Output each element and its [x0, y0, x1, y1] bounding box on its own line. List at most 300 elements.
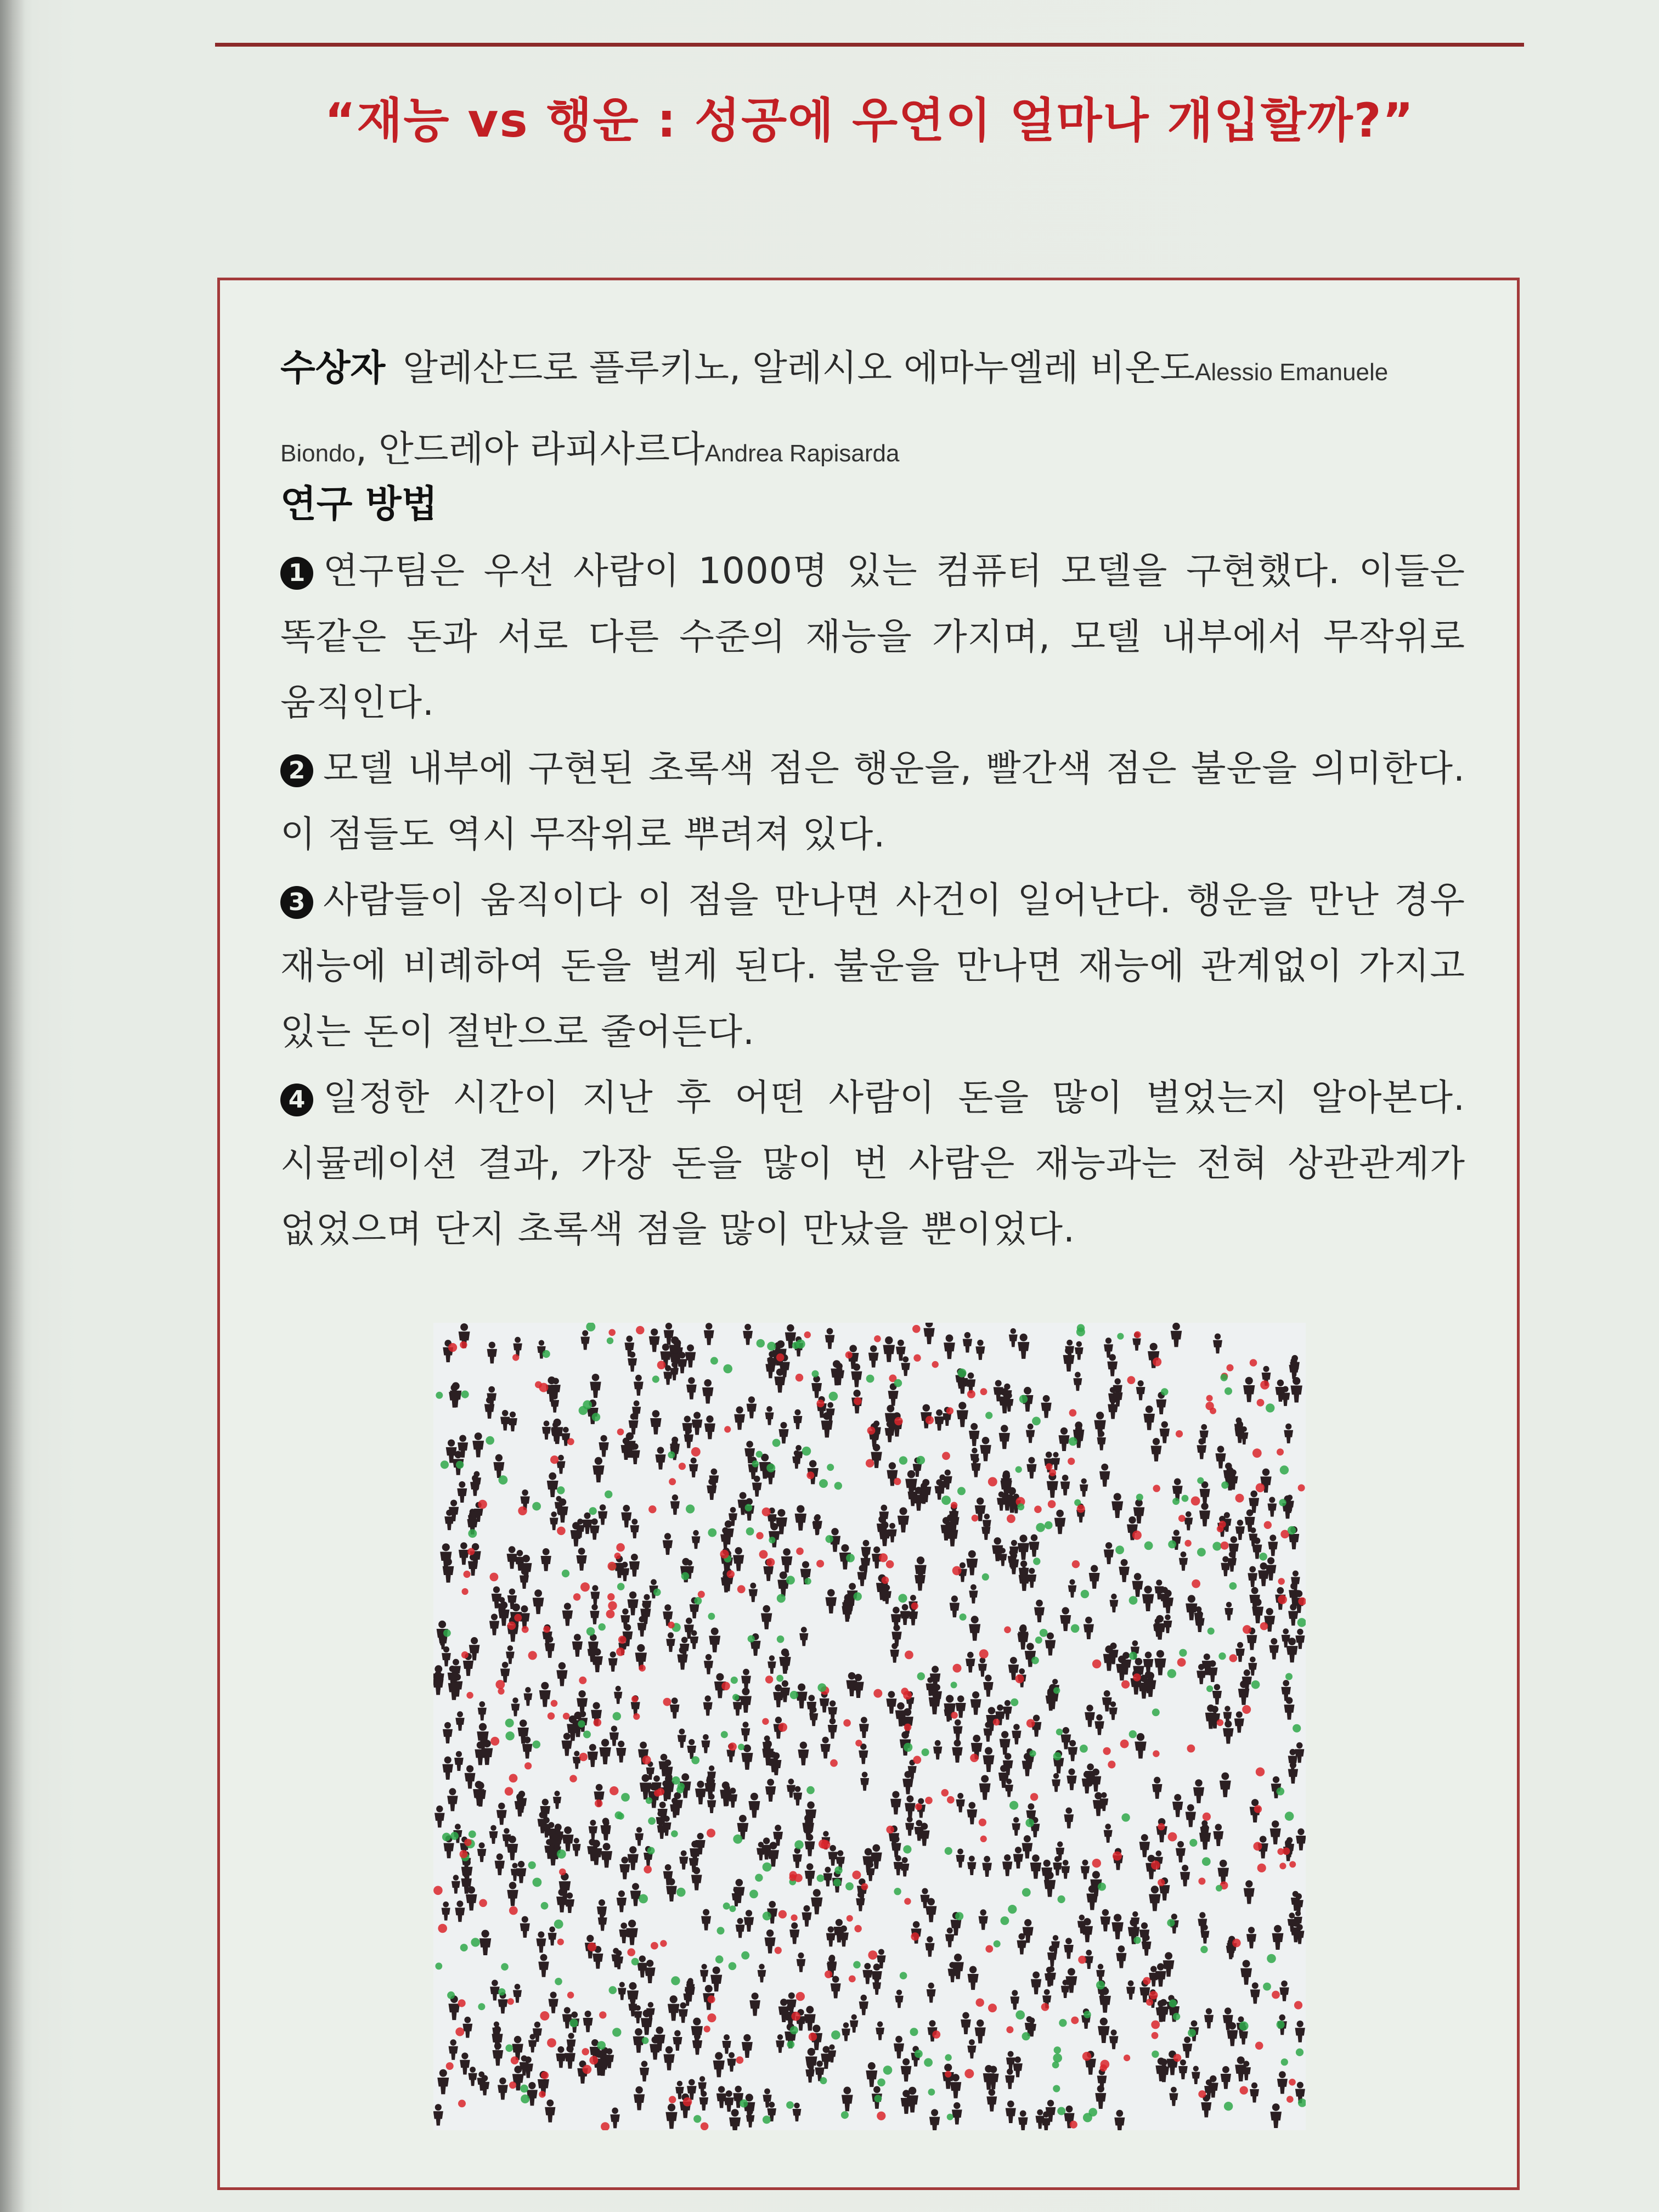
lucky-dot: [804, 1578, 811, 1584]
lucky-dot: [1280, 1465, 1289, 1474]
unlucky-dot: [1077, 1505, 1085, 1513]
unlucky-dot: [1260, 1622, 1268, 1630]
lucky-dot: [676, 1888, 686, 1897]
unlucky-dot: [1068, 1458, 1075, 1465]
unlucky-dot: [616, 1647, 625, 1656]
unlucky-dot: [698, 1591, 705, 1598]
lucky-dot: [955, 1912, 963, 1920]
lucky-dot: [1098, 1883, 1106, 1891]
unlucky-dot: [1078, 1956, 1086, 1964]
lucky-dot: [749, 1890, 758, 1899]
lucky-dot: [533, 1741, 541, 1749]
book-spine-shadow: [0, 0, 25, 2212]
unlucky-dot: [606, 1610, 615, 1618]
lucky-dot: [1115, 1545, 1124, 1554]
lucky-dot: [708, 1613, 715, 1620]
unlucky-dot: [796, 1548, 804, 1555]
lucky-dot: [609, 1986, 617, 1994]
page-title: “재능 vs 행운 : 성공에 우연이 얼마나 개입할까?”: [324, 93, 1415, 148]
unlucky-dot: [1071, 2017, 1079, 2024]
unlucky-dot: [1134, 1331, 1141, 1339]
lucky-dot: [899, 1456, 907, 1464]
lucky-dot: [1059, 2019, 1066, 2027]
lucky-dot: [745, 1504, 753, 1511]
unlucky-dot: [1015, 1674, 1024, 1683]
unlucky-dot: [1257, 1399, 1265, 1407]
lucky-dot: [478, 2003, 485, 2010]
unlucky-dot: [668, 1622, 674, 1628]
unlucky-dot: [967, 1390, 975, 1398]
unlucky-dot: [843, 1719, 851, 1727]
lucky-dot: [708, 1528, 716, 1537]
unlucky-dot: [528, 1651, 537, 1660]
unlucky-dot: [1108, 1760, 1115, 1768]
unlucky-dot: [1132, 1531, 1142, 1540]
lucky-dot: [671, 1830, 678, 1837]
unlucky-dot: [913, 1756, 921, 1764]
unlucky-dot: [1069, 1409, 1077, 1417]
lucky-dot: [1121, 1813, 1130, 1821]
unlucky-dot: [1242, 1705, 1251, 1714]
unlucky-dot: [1203, 1813, 1211, 1821]
lucky-dot: [900, 1972, 907, 1979]
credits: [280, 330, 1471, 492]
lucky-dot: [776, 1675, 783, 1682]
lucky-dot: [1032, 1417, 1041, 1425]
unlucky-dot: [806, 1471, 814, 1479]
unlucky-dot: [707, 2013, 716, 2022]
unlucky-dot: [993, 1719, 1000, 1726]
unlucky-dot: [1192, 1579, 1200, 1588]
unlucky-dot: [614, 1553, 621, 1559]
unlucky-dot: [1041, 2003, 1049, 2011]
unlucky-dot: [913, 1355, 921, 1362]
lucky-dot: [505, 2044, 513, 2052]
lucky-dot: [557, 1849, 566, 1859]
unlucky-dot: [1240, 2086, 1248, 2095]
unlucky-dot: [1149, 1991, 1158, 2000]
lucky-dot: [1071, 1624, 1080, 1633]
unlucky-dot: [1264, 1521, 1272, 1529]
unlucky-dot: [464, 1571, 471, 1578]
unlucky-dot: [1191, 1497, 1200, 1506]
lucky-dot: [1281, 2058, 1288, 2066]
unlucky-dot: [926, 1416, 934, 1424]
lucky-dot: [731, 1677, 738, 1684]
unlucky-dot: [1143, 1977, 1150, 1985]
unlucky-dot: [816, 1560, 824, 1567]
unlucky-dot: [511, 2056, 519, 2064]
unlucky-dot: [972, 1515, 979, 1522]
unlucky-dot: [1101, 2060, 1110, 2069]
unlucky-dot: [904, 1724, 912, 1731]
simulation-figure-svg: [433, 1323, 1306, 2130]
unlucky-dot: [1217, 1526, 1224, 1533]
lucky-dot: [597, 2041, 606, 2050]
lucky-dot: [1168, 1541, 1176, 1549]
lucky-dot: [834, 1866, 842, 1874]
lucky-dot: [951, 1681, 957, 1688]
unlucky-dot: [433, 1886, 443, 1895]
lucky-dot: [1069, 1437, 1077, 1446]
lucky-dot: [676, 1786, 684, 1793]
lucky-dot: [985, 1412, 992, 1419]
unlucky-dot: [762, 1718, 769, 1725]
unlucky-dot: [1173, 2054, 1182, 2062]
lucky-dot: [583, 1731, 591, 1739]
unlucky-dot: [1255, 2042, 1263, 2050]
lucky-dot: [1207, 1628, 1215, 1635]
lucky-dot: [442, 1833, 451, 1842]
lucky-dot: [957, 1369, 966, 1378]
unlucky-dot: [691, 1447, 701, 1457]
lucky-dot: [541, 1902, 549, 1910]
unlucky-dot: [854, 1397, 862, 1406]
lucky-dot: [642, 2037, 649, 2044]
unlucky-dot: [610, 1786, 618, 1795]
unlucky-dot: [507, 1998, 514, 2005]
unlucky-dot: [852, 1871, 861, 1880]
unlucky-dot: [776, 1353, 785, 1362]
credit-separator: ,: [356, 428, 379, 470]
lucky-dot: [652, 1375, 659, 1383]
unlucky-dot: [911, 1932, 919, 1940]
step-number-badge: 1: [280, 557, 313, 590]
unlucky-dot: [627, 1948, 635, 1956]
lucky-dot: [924, 2058, 933, 2067]
lucky-dot: [1136, 1494, 1143, 1501]
unlucky-dot: [980, 1388, 988, 1395]
unlucky-dot: [1120, 1740, 1129, 1748]
unlucky-dot: [976, 1999, 984, 2007]
unlucky-dot: [589, 2056, 598, 2064]
lucky-dot: [681, 1572, 690, 1581]
unlucky-dot: [438, 1924, 447, 1933]
unlucky-dot: [953, 1664, 962, 1673]
unlucky-dot: [874, 1335, 881, 1342]
unlucky-dot: [1277, 1848, 1284, 1855]
lucky-dot: [766, 1464, 775, 1472]
lucky-dot: [691, 1756, 699, 1764]
lucky-dot: [757, 1339, 765, 1347]
lucky-dot: [1015, 1466, 1022, 1473]
lucky-dot: [831, 2030, 840, 2040]
unlucky-dot: [825, 1971, 832, 1978]
unlucky-dot: [1176, 1430, 1183, 1437]
unlucky-dot: [1026, 1719, 1035, 1728]
lucky-dot: [586, 1627, 595, 1636]
lucky-dot: [960, 1613, 967, 1621]
unlucky-dot: [729, 1742, 737, 1751]
unlucky-dot: [901, 1688, 909, 1695]
lucky-dot: [631, 1958, 639, 1966]
lucky-dot: [1279, 1499, 1286, 1506]
credits-label: 수상자: [280, 347, 386, 389]
lucky-dot: [671, 1976, 680, 1985]
unlucky-dot: [794, 1874, 803, 1882]
unlucky-dot: [636, 1326, 644, 1334]
lucky-dot: [1161, 1388, 1169, 1396]
credit-name-2-latin: Alessio Emanuele Biondo: [280, 359, 1389, 467]
unlucky-dot: [594, 1719, 602, 1727]
unlucky-dot: [1235, 1494, 1244, 1503]
lucky-dot: [1212, 1542, 1221, 1550]
lucky-dot: [469, 1831, 476, 1838]
unlucky-dot: [736, 2056, 744, 2064]
unlucky-dot: [868, 1950, 877, 1960]
unlucky-dot: [446, 2062, 454, 2070]
lucky-dot: [748, 1635, 755, 1643]
lucky-dot: [528, 1861, 536, 1869]
lucky-dot: [904, 1743, 912, 1752]
unlucky-dot: [490, 1573, 499, 1582]
unlucky-dot: [985, 1945, 993, 1953]
lucky-dot: [694, 1597, 702, 1605]
lucky-dot: [1057, 2107, 1065, 2115]
lucky-dot: [1022, 1888, 1031, 1897]
unlucky-dot: [1034, 1505, 1042, 1513]
unlucky-dot: [1184, 1540, 1191, 1547]
lucky-dot: [763, 2115, 771, 2124]
unlucky-dot: [821, 1840, 830, 1849]
lucky-dot: [732, 1694, 739, 1701]
credit-name-3: 안드레아 라피사르다: [378, 428, 705, 470]
lucky-dot: [945, 1847, 952, 1855]
unlucky-dot: [679, 1463, 686, 1470]
unlucky-dot: [932, 1361, 939, 1368]
lucky-dot: [617, 1583, 625, 1590]
unlucky-dot: [539, 2091, 545, 2097]
lucky-dot: [957, 1487, 966, 1495]
unlucky-dot: [1210, 1408, 1216, 1414]
unlucky-dot: [1277, 1448, 1284, 1455]
unlucky-dot: [1243, 1625, 1251, 1634]
lucky-dot: [947, 2114, 953, 2120]
lucky-dot: [1229, 1582, 1237, 1590]
lucky-dot: [819, 1479, 828, 1488]
lucky-dot: [621, 1793, 630, 1802]
unlucky-dot: [579, 1753, 588, 1761]
lucky-dot: [841, 2111, 849, 2119]
lucky-dot: [1167, 1919, 1175, 1927]
unlucky-dot: [582, 2048, 589, 2055]
unlucky-dot: [1158, 1879, 1165, 1886]
lucky-dot: [578, 1720, 585, 1728]
lucky-dot: [1152, 2051, 1159, 2058]
lucky-dot: [786, 2101, 794, 2109]
lucky-dot: [777, 1594, 786, 1603]
unlucky-dot: [1178, 1515, 1186, 1522]
unlucky-dot: [1153, 1485, 1160, 1492]
unlucky-dot: [617, 1429, 624, 1436]
lucky-dot: [1129, 1652, 1137, 1660]
lucky-dot: [1172, 1498, 1180, 1505]
lucky-dot: [916, 1456, 925, 1465]
lucky-dot: [498, 1988, 505, 1995]
lucky-dot: [777, 1635, 785, 1643]
unlucky-dot: [608, 1601, 617, 1610]
lucky-dot: [755, 1874, 763, 1882]
unlucky-dot: [1232, 1939, 1241, 1948]
lucky-dot: [1188, 2029, 1196, 2037]
unlucky-dot: [461, 1651, 469, 1658]
unlucky-dot: [616, 1543, 625, 1552]
step-text: 일정한 시간이 지난 후 어떤 사람이 돈을 많이 벌었는지 알아본다. 시뮬레이션 결과, 가장 돈을 많이 번 사람은 재능과는 전혀 상관관계가 없었으며 단지 초록색 점을 많이 만났을 뿐이었다.: [280, 1076, 1465, 1250]
unlucky-dot: [512, 1354, 519, 1361]
unlucky-dot: [817, 1400, 825, 1407]
unlucky-dot: [1046, 1463, 1053, 1470]
method-heading: 연구 방법: [280, 483, 438, 526]
step-text: 사람들이 움직이다 이 점을 만나면 사건이 일어난다. 행운을 만난 경우 재능에 비례하여 돈을 벌게 된다. 불운을 만나면 재능에 관계없이 가지고 있는 돈이 절반으로 줄어든다.: [280, 879, 1465, 1053]
lucky-dot: [1216, 1885, 1222, 1892]
unlucky-dot: [518, 1506, 527, 1515]
unlucky-dot: [642, 1756, 651, 1764]
lucky-dot: [668, 1451, 675, 1458]
lucky-dot: [756, 1451, 763, 1458]
lucky-dot: [922, 1748, 929, 1756]
unlucky-dot: [941, 1789, 949, 1797]
lucky-dot: [435, 1962, 442, 1970]
unlucky-dot: [904, 1898, 911, 1905]
unlucky-dot: [460, 1341, 467, 1348]
unlucky-dot: [1082, 2052, 1091, 2061]
lucky-dot: [769, 1537, 775, 1543]
lucky-dot: [1029, 1750, 1036, 1757]
unlucky-dot: [466, 1692, 473, 1699]
lucky-dot: [883, 2066, 893, 2075]
unlucky-dot: [775, 1947, 782, 1954]
unlucky-dot: [567, 1991, 574, 1998]
unlucky-dot: [651, 1942, 658, 1950]
unlucky-dot: [507, 1622, 516, 1630]
unlucky-dot: [1127, 1376, 1136, 1384]
lucky-dot: [672, 1776, 680, 1785]
unlucky-dot: [639, 1664, 646, 1672]
lucky-dot: [471, 1938, 479, 1946]
unlucky-dot: [1151, 1860, 1160, 1870]
lucky-dot: [787, 2041, 794, 2049]
lucky-dot: [910, 2028, 918, 2036]
unlucky-dot: [1256, 1768, 1265, 1776]
unlucky-dot: [849, 1976, 856, 1983]
lucky-dot: [589, 1507, 597, 1515]
lucky-dot: [1224, 2102, 1233, 2111]
lucky-dot: [555, 1978, 562, 1985]
unlucky-dot: [778, 1910, 787, 1918]
unlucky-dot: [663, 1698, 672, 1706]
lucky-dot: [1117, 1333, 1124, 1340]
lucky-dot: [605, 1491, 612, 1498]
lucky-dot: [853, 1961, 861, 1969]
lucky-dot: [903, 1845, 911, 1853]
lucky-dot: [1206, 1685, 1213, 1692]
lucky-dot: [845, 1882, 854, 1891]
lucky-dot: [468, 1529, 477, 1538]
lucky-dot: [1144, 1542, 1153, 1550]
lucky-dot: [441, 1460, 449, 1469]
unlucky-dot: [724, 1426, 731, 1432]
unlucky-dot: [855, 1740, 862, 1746]
unlucky-dot: [854, 1925, 861, 1932]
unlucky-dot: [1007, 1514, 1015, 1523]
method-step: [280, 867, 1465, 1065]
unlucky-dot: [505, 1787, 514, 1796]
unlucky-dot: [845, 1351, 853, 1358]
unlucky-dot: [1030, 1793, 1038, 1801]
lucky-dot: [579, 1406, 588, 1415]
lucky-dot: [1053, 2085, 1060, 2092]
unlucky-dot: [654, 1790, 661, 1797]
unlucky-dot: [448, 1343, 457, 1352]
lucky-dot: [1182, 1495, 1189, 1502]
method-step: [280, 1065, 1465, 1262]
lucky-dot: [1084, 2011, 1091, 2018]
lucky-dot: [767, 1342, 776, 1351]
unlucky-dot: [791, 1915, 798, 1921]
lucky-dot: [450, 1832, 459, 1840]
lucky-dot: [1080, 1745, 1088, 1753]
lucky-dot: [1202, 1857, 1211, 1866]
credit-name-1: 알레산드로 플루키노,: [403, 347, 753, 389]
unlucky-dot: [580, 1582, 590, 1592]
lucky-dot: [592, 1413, 601, 1421]
lucky-dot: [1197, 1477, 1204, 1484]
lucky-dot: [436, 1392, 443, 1399]
unlucky-dot: [1289, 1861, 1296, 1867]
lucky-dot: [1053, 2053, 1062, 2063]
unlucky-dot: [1252, 1448, 1262, 1458]
unlucky-dot: [559, 1869, 566, 1876]
unlucky-dot: [1153, 1750, 1159, 1757]
lucky-dot: [1009, 1801, 1018, 1810]
lucky-dot: [456, 1461, 464, 1469]
unlucky-dot: [460, 1850, 468, 1858]
lucky-dot: [1277, 1787, 1285, 1796]
lucky-dot: [613, 1712, 621, 1720]
unlucky-dot: [657, 1361, 666, 1369]
lucky-dot: [945, 2054, 951, 2061]
unlucky-dot: [1286, 2096, 1294, 2103]
unlucky-dot: [1151, 2021, 1160, 2029]
unlucky-dot: [1121, 1680, 1130, 1689]
lucky-dot: [723, 1903, 730, 1910]
lucky-dot: [796, 1340, 805, 1349]
step-number-badge: 2: [280, 754, 313, 787]
unlucky-dot: [669, 1478, 676, 1485]
lucky-dot: [877, 2079, 885, 2087]
unlucky-dot: [1006, 2026, 1013, 2033]
lucky-dot: [1179, 1649, 1187, 1657]
unlucky-dot: [539, 1383, 548, 1392]
lucky-dot: [717, 1927, 725, 1934]
unlucky-dot: [1289, 2079, 1296, 2086]
lucky-dot: [1015, 2010, 1025, 2019]
lucky-dot: [443, 1629, 451, 1637]
lucky-dot: [1025, 1819, 1034, 1827]
unlucky-dot: [522, 1626, 529, 1633]
unlucky-dot: [1279, 1863, 1286, 1869]
lucky-dot: [790, 1691, 798, 1699]
unlucky-dot: [683, 2097, 692, 2107]
unlucky-dot: [599, 2011, 606, 2018]
unlucky-dot: [1092, 1660, 1101, 1668]
lucky-dot: [1152, 1708, 1160, 1716]
unlucky-dot: [541, 2072, 549, 2079]
unlucky-dot: [458, 2100, 466, 2107]
lucky-dot: [693, 2115, 701, 2123]
lucky-dot: [723, 1364, 732, 1374]
lucky-dot: [533, 1878, 542, 1887]
